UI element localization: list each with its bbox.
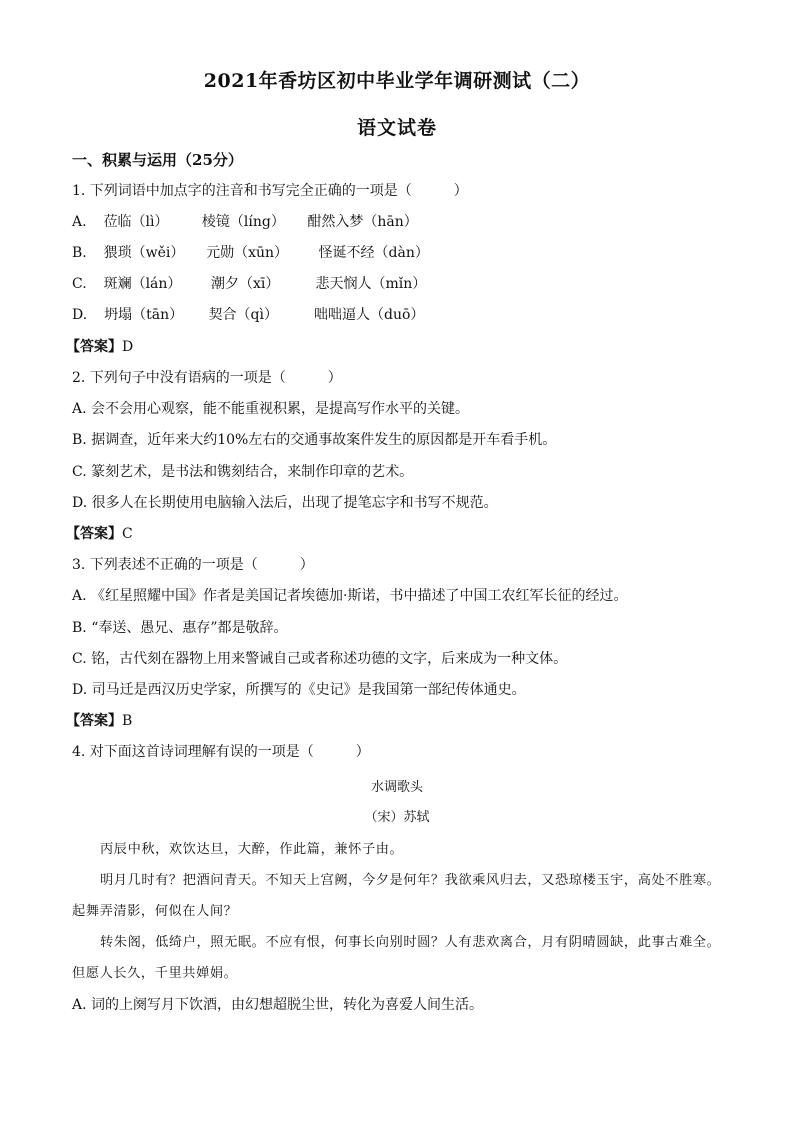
- q2-option-a: A. 会不会用心观察，能不能重视积累，是提高写作水平的关键。: [72, 401, 470, 417]
- option-letter: D.: [72, 307, 88, 323]
- answer-value: D: [122, 339, 134, 355]
- q3-stem: 3. 下列表述不正确的一项是（ ）: [72, 557, 314, 573]
- q1-answer: [66, 337, 133, 357]
- q2-answer: [66, 524, 133, 544]
- poem-preface: 丙辰中秋，欢饮达旦，大醉，作此篇，兼怀子由。: [100, 842, 404, 857]
- exam-subtitle: 语文试卷: [356, 117, 437, 139]
- option-letter: A.: [72, 214, 87, 230]
- option-letter: B.: [72, 245, 87, 261]
- q2-option-b: B. 据调查，近年来大约10%左右的交通事故案件发生的原因都是开车看手机。: [72, 432, 557, 448]
- q1-option-c: [72, 274, 426, 294]
- q3-answer: [66, 711, 132, 731]
- section-heading: 一、积累与运用（25分）: [72, 151, 243, 169]
- q2-option-d: D. 很多人在长期使用电脑输入法后，出现了提笔忘字和书写不规范。: [72, 495, 498, 511]
- poem-stanza-1-line-2: 起舞弄清影，何似在人间？: [72, 904, 238, 919]
- q1-option-b: [72, 243, 429, 263]
- option-word: 莅临（lì）: [103, 214, 169, 230]
- option-word: 斑斓（lán）: [103, 276, 182, 292]
- poem-title: 水调歌头: [370, 780, 423, 795]
- exam-title: 2021年香坊区初中毕业学年调研测试（二）: [203, 70, 591, 92]
- q2-stem: 2. 下列句子中没有语病的一项是（ ）: [72, 370, 342, 386]
- poem-stanza-2-line-2: 但愿人长久，千里共婵娟。: [72, 966, 238, 981]
- q3-option-d: D. 司马迁是西汉历史学家，所撰写的《史记》是我国第一部纪传体通史。: [72, 682, 526, 698]
- answer-value: B: [122, 713, 133, 729]
- q4-stem: 4. 对下面这首诗词理解有误的一项是（ ）: [72, 744, 370, 760]
- option-word: 怪诞不经（dàn）: [318, 245, 429, 261]
- option-word: 棱镜（líng）: [201, 214, 285, 230]
- poem-stanza-2-line-1: 转朱阁，低绮户，照无眠。不应有恨，何事长向别时圆？人有悲欢离合，月有阴晴圆缺，此事古难全。: [100, 935, 721, 950]
- q3-option-a: A. 《红星照耀中国》作者是美国记者埃德加·斯诺，书中描述了中国工农红军长征的经过。: [72, 588, 628, 604]
- poem-author: （宋）苏轼: [364, 810, 430, 825]
- option-word: 元勋（xūn）: [206, 245, 289, 261]
- option-word: 悲天悯人（mǐn）: [315, 276, 427, 292]
- q3-option-b: B. “奉送、愚兄、惠存”都是敬辞。: [72, 620, 288, 636]
- answer-label: 【答案】: [66, 526, 122, 542]
- option-letter: C.: [72, 276, 87, 292]
- q3-option-c: C. 铭，古代刻在器物上用来警诫自己或者称述功德的文字，后来成为一种文体。: [72, 651, 568, 667]
- option-word: 猥琐（wěi）: [103, 245, 185, 261]
- q2-option-c: C. 篆刻艺术，是书法和镌刻结合，来制作印章的艺术。: [72, 464, 414, 480]
- answer-label: 【答案】: [66, 339, 122, 355]
- option-word: 咄咄逼人（duō）: [314, 307, 425, 323]
- poem-stanza-1-line-1: 明月几时有？把酒问青天。不知天上宫阙，今夕是何年？我欲乘风归去，又恐琼楼玉宇，高处不胜寒。: [100, 873, 721, 888]
- option-word: 坍塌（tān）: [104, 307, 184, 323]
- q1-option-d: [72, 305, 424, 325]
- q4-option-a: A. 词的上阕写月下饮酒，由幻想超脱尘世，转化为喜爱人间生活。: [72, 997, 484, 1013]
- option-word: 契合（qì）: [208, 307, 278, 323]
- option-word: 潮夕（xī）: [211, 276, 280, 292]
- q1-stem: 1. 下列词语中加点字的注音和书写完全正确的一项是（ ）: [72, 183, 468, 199]
- q1-option-a: [72, 212, 418, 232]
- option-word: 酣然入梦（hān）: [307, 214, 418, 230]
- answer-label: 【答案】: [66, 713, 122, 729]
- answer-value: C: [122, 526, 133, 542]
